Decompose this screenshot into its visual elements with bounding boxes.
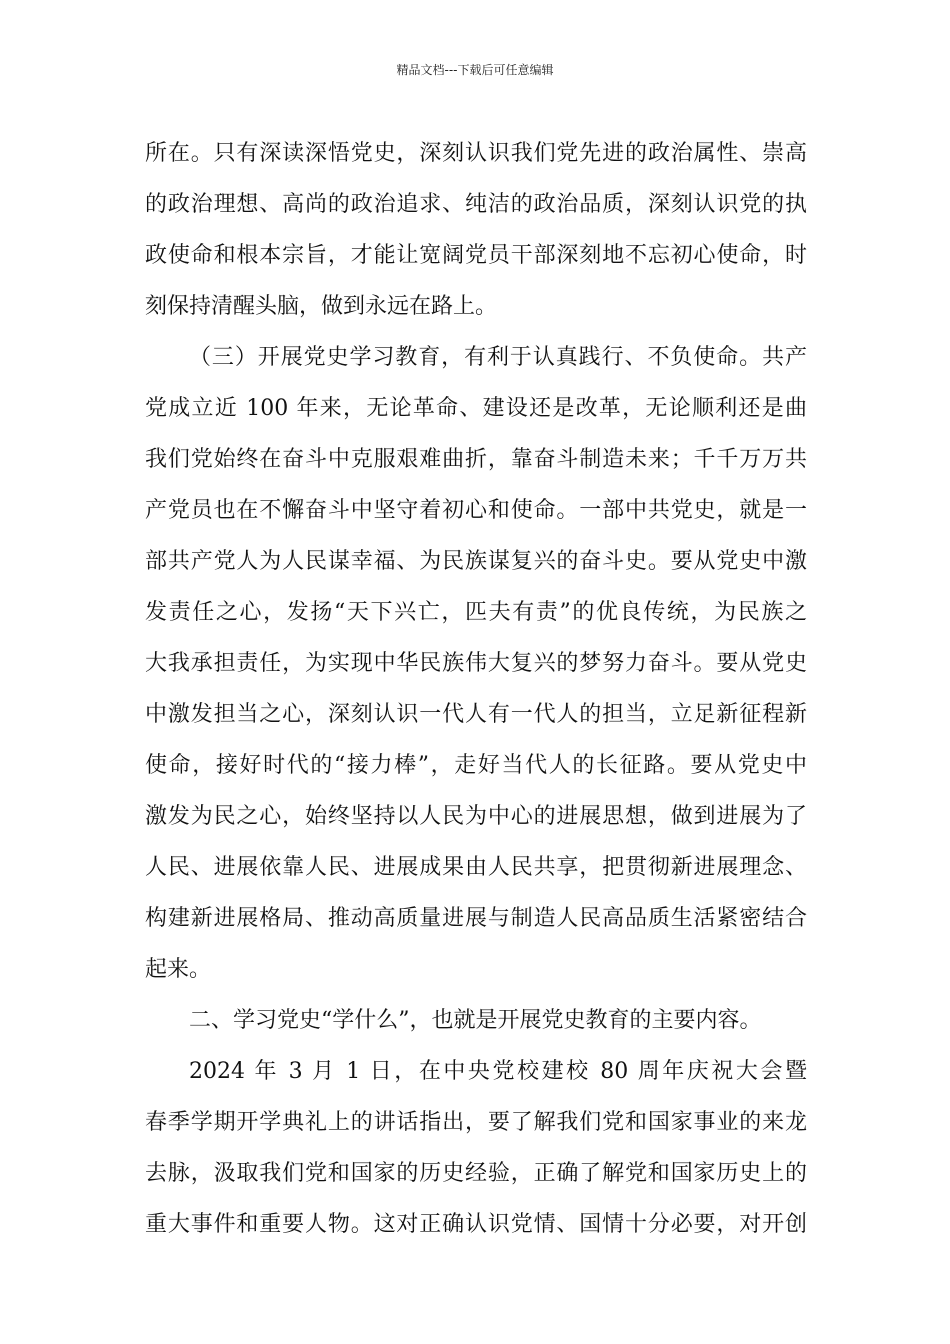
text-line: 构建新进展格局、推动高质量进展与制造人民高品质生活紧密结合 bbox=[145, 906, 807, 931]
text-line: 去脉，汲取我们党和国家的历史经验，正确了解党和国家历史上的 bbox=[145, 1161, 807, 1186]
text-line: 产党员也在不懈奋斗中坚守着初心和使命。一部中共党史，就是一 bbox=[145, 498, 807, 523]
text-line: 部共产党人为人民谋幸福、为民族谋复兴的奋斗史。要从党史中激 bbox=[145, 549, 807, 574]
text-line: 的政治理想、高尚的政治追求、纯洁的政治品质，深刻认识党的执 bbox=[145, 192, 807, 217]
text-line: 发责任之心，发扬“天下兴亡，匹夫有责”的优良传统，为民族之 bbox=[145, 600, 807, 625]
text-line: 我们党始终在奋斗中克服艰难曲折，靠奋斗制造未来；千千万万共 bbox=[145, 447, 807, 472]
text-line: 人民、进展依靠人民、进展成果由人民共享，把贯彻新进展理念、 bbox=[145, 855, 807, 880]
text-line: 政使命和根本宗旨，才能让宽阔党员干部深刻地不忘初心使命，时 bbox=[145, 243, 807, 268]
text-line: 重大事件和重要人物。这对正确认识党情、国情十分必要，对开创 bbox=[145, 1212, 807, 1237]
page-header: 精品文档---下载后可任意编辑 bbox=[396, 63, 554, 77]
text-line: 中激发担当之心，深刻认识一代人有一代人的担当，立足新征程新 bbox=[145, 702, 807, 727]
paragraph-heading-line: （三）开展党史学习教育，有利于认真践行、不负使命。共产 bbox=[189, 345, 807, 370]
text-line: 所在。只有深读深悟党史，深刻认识我们党先进的政治属性、崇高 bbox=[145, 141, 807, 166]
text-line: 党成立近 100 年来，无论革命、建设还是改革，无论顺利还是曲 bbox=[145, 396, 807, 421]
text-line: 大我承担责任，为实现中华民族伟大复兴的梦努力奋斗。要从党史 bbox=[145, 651, 807, 676]
text-line: 刻保持清醒头脑，做到永远在路上。 bbox=[145, 294, 498, 319]
text-line: 使命，接好时代的“接力棒”，走好当代人的长征路。要从党史中 bbox=[145, 753, 807, 778]
text-line: 2024 年 3 月 1 日，在中央党校建校 80 周年庆祝大会暨 bbox=[189, 1059, 807, 1084]
text-line: 激发为民之心，始终坚持以人民为中心的进展思想，做到进展为了 bbox=[145, 804, 807, 829]
document-body bbox=[145, 128, 807, 1250]
text-line: 春季学期开学典礼上的讲话指出，要了解我们党和国家事业的来龙 bbox=[145, 1110, 807, 1135]
text-line: 起来。 bbox=[145, 957, 212, 982]
section-heading-line: 二、学习党史“学什么”，也就是开展党史教育的主要内容。 bbox=[189, 1008, 762, 1033]
